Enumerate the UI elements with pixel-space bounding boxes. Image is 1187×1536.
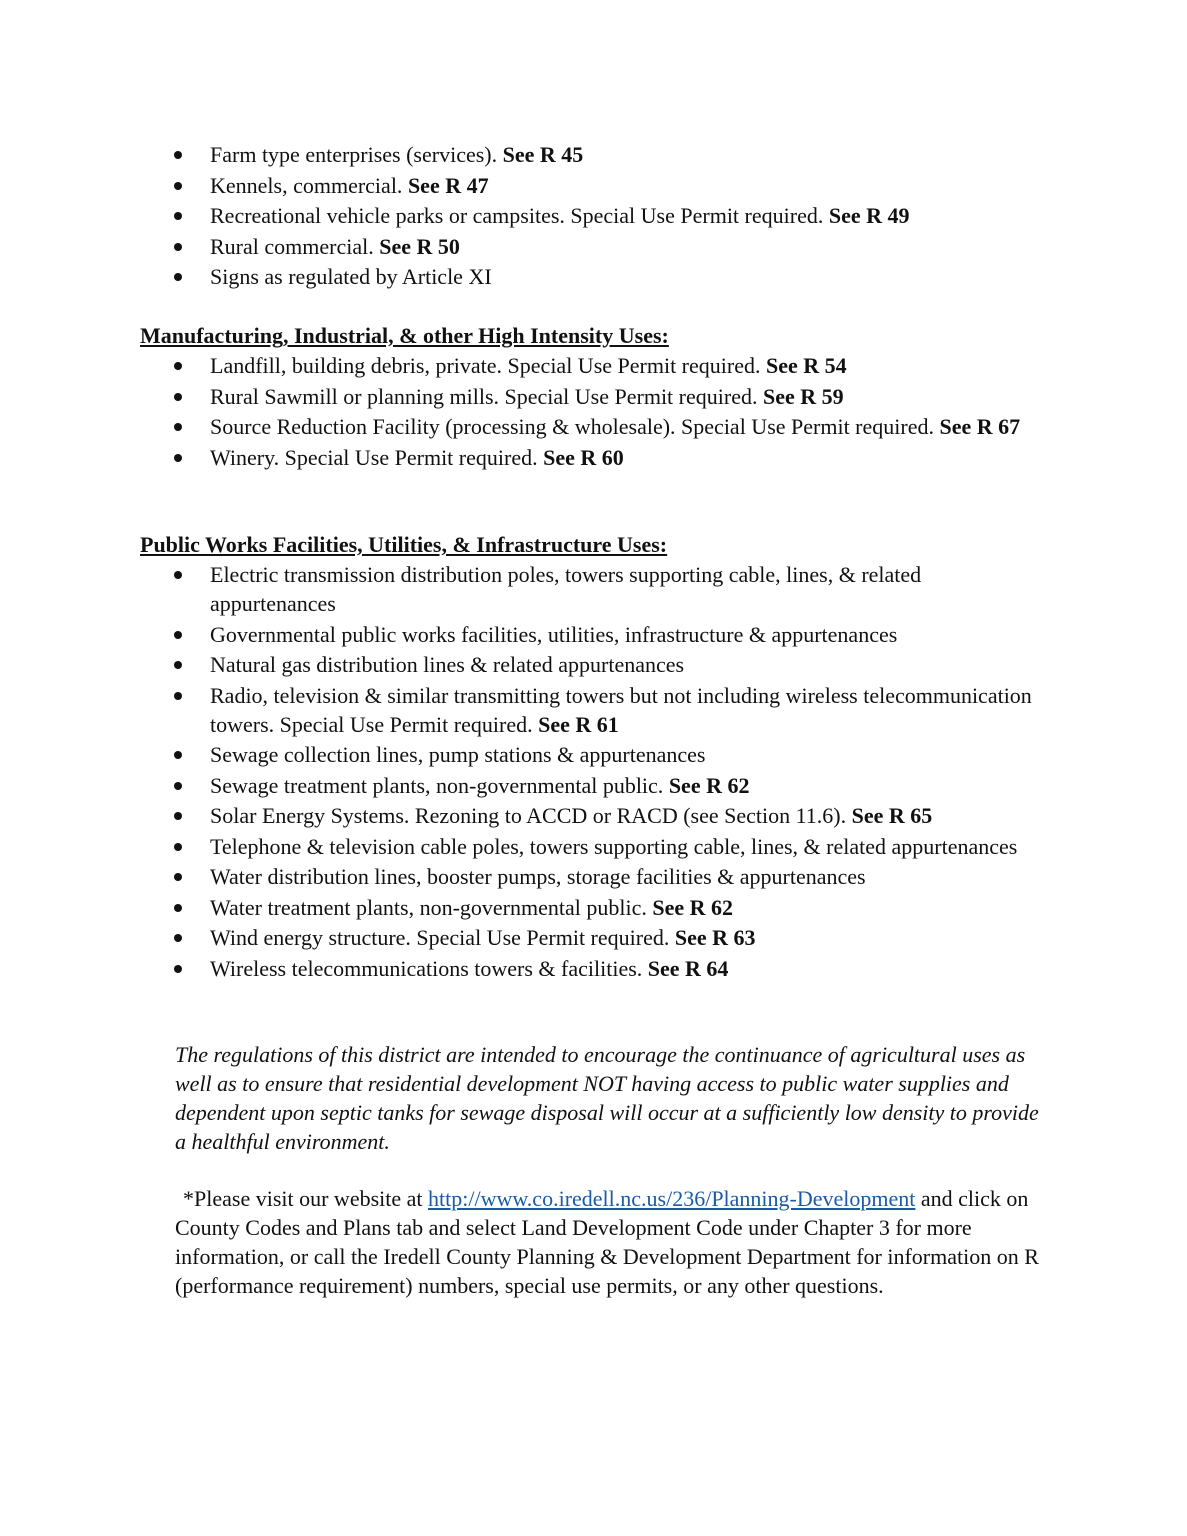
list-item-text: Radio, television & similar transmitting towers but not including wireless telecommunication towers. Special Use Permit required. [210,682,1032,737]
list-item [0,862,1187,891]
list-item [0,171,1187,200]
list-item [0,262,1187,291]
list-item-text: Wind energy structure. Special Use Permit required. [210,925,670,950]
bullet-icon [174,243,182,251]
performance-requirement-ref: See R 63 [674,925,756,950]
bullet-icon [174,631,182,639]
bullet-icon [174,212,182,220]
performance-requirement-ref: See R 50 [379,233,460,259]
performance-requirement-ref: See R 49 [828,203,910,228]
bullet-icon [174,751,182,759]
list-item-text: Source Reduction Facility (processing & wholesale). Special Use Permit required. [210,414,934,439]
list-item-text: Sewage treatment plants, non-governmental public. [210,772,664,798]
performance-requirement-ref: See R 67 [939,414,1021,439]
list-item [0,443,1187,472]
bullet-icon [174,843,182,851]
bullet-icon [174,904,182,912]
bullet-icon [174,423,182,431]
bullet-icon [174,782,182,790]
bullet-icon [174,571,182,579]
note-suffix: and click on County Codes and Plans tab and select Land Development Code under Chapter 3 for more information, or call the Iredell County Planning & Development Department for information on R (performance requirement) numbers, special use permits, or any other questions. [175,1186,1039,1298]
bullet-icon [174,151,182,159]
performance-requirement-ref: See R 59 [762,383,844,409]
performance-requirement-ref: See R 62 [652,894,734,920]
list-item [0,740,1187,769]
note-prefix: *Please visit our website at [183,1186,429,1211]
list-item [0,650,1187,679]
list-item-text: Governmental public works facilities, utilities, infrastructure & appurtenances [210,621,898,647]
list-item-text: Sewage collection lines, pump stations & appurtenances [210,742,706,767]
bullet-icon [174,393,182,401]
performance-requirement-ref: See R 54 [765,353,847,378]
use-list-top [0,140,1187,293]
bullet-icon [174,934,182,942]
performance-requirement-ref: See R 45 [502,142,584,167]
use-list-public-works [0,560,1187,984]
list-item [0,382,1187,411]
list-item-text: Farm type enterprises (services). [210,142,498,167]
bullet-icon [174,661,182,669]
performance-requirement-ref: See R 60 [543,444,624,470]
section-heading-public-works: Public Works Facilities, Utilities, & Infrastructure Uses: [140,532,668,557]
use-list-manufacturing [0,351,1187,473]
list-item-text: Signs as regulated by Article XI [210,264,492,289]
list-item-text: Rural Sawmill or planning mills. Special Use Permit required. [210,383,758,409]
planning-website-link[interactable]: http://www.co.iredell.nc.us/236/Planning-Development [428,1186,916,1211]
bullet-icon [174,362,182,370]
list-item [0,351,1187,380]
list-item-text: Wireless telecommunications towers & facilities. [210,955,643,981]
list-item-text: Natural gas distribution lines & related appurtenances [210,652,685,677]
list-item [0,620,1187,649]
bullet-icon [174,692,182,700]
list-item [0,801,1187,830]
website-note-paragraph [175,1184,1055,1300]
list-item-text: Winery. Special Use Permit required. [210,444,538,470]
list-item-text: Solar Energy Systems. Rezoning to ACCD or RACD (see Section 11.6). [210,803,847,828]
list-item [0,140,1187,169]
list-item [0,893,1187,922]
list-item-text: Recreational vehicle parks or campsites. Special Use Permit required. [210,203,824,228]
list-item-text: Water distribution lines, booster pumps, storage facilities & appurtenances [210,864,866,889]
district-intent-paragraph: The regulations of this district are intended to encourage the continuance of agricultural uses as well as to ensure that residential development NOT having access to public water supplies and dependent upon septic tanks for sewage disposal will occur at a sufficiently low density to provide a healthful environment. [175,1042,1039,1154]
performance-requirement-ref: See R 62 [668,772,750,798]
section-heading-manufacturing: Manufacturing, Industrial, & other High Intensity Uses: [140,323,669,348]
performance-requirement-ref: See R 64 [647,955,729,981]
performance-requirement-ref: See R 61 [538,711,619,737]
list-item [0,412,1187,441]
list-item [0,954,1187,983]
list-item-text: Telephone & television cable poles, towers supporting cable, lines, & related appurtenances [210,833,1018,859]
list-item [0,681,1187,739]
list-item-text: Landfill, building debris, private. Special Use Permit required. [210,353,761,378]
bullet-icon [174,454,182,462]
bullet-icon [174,812,182,820]
list-item-text: Water treatment plants, non-governmental public. [210,894,647,920]
performance-requirement-ref: See R 65 [851,803,933,828]
list-item [0,923,1187,952]
list-item [0,232,1187,261]
list-item [0,560,1187,618]
bullet-icon [174,965,182,973]
bullet-icon [174,273,182,281]
list-item-text: Electric transmission distribution poles, towers supporting cable, lines, & related appurtenances [210,562,922,616]
bullet-icon [174,873,182,881]
list-item [0,832,1187,861]
list-item [0,771,1187,800]
bullet-icon [174,182,182,190]
list-item [0,201,1187,230]
list-item-text: Kennels, commercial. [210,172,403,198]
performance-requirement-ref: See R 47 [407,172,489,198]
list-item-text: Rural commercial. [210,233,374,259]
